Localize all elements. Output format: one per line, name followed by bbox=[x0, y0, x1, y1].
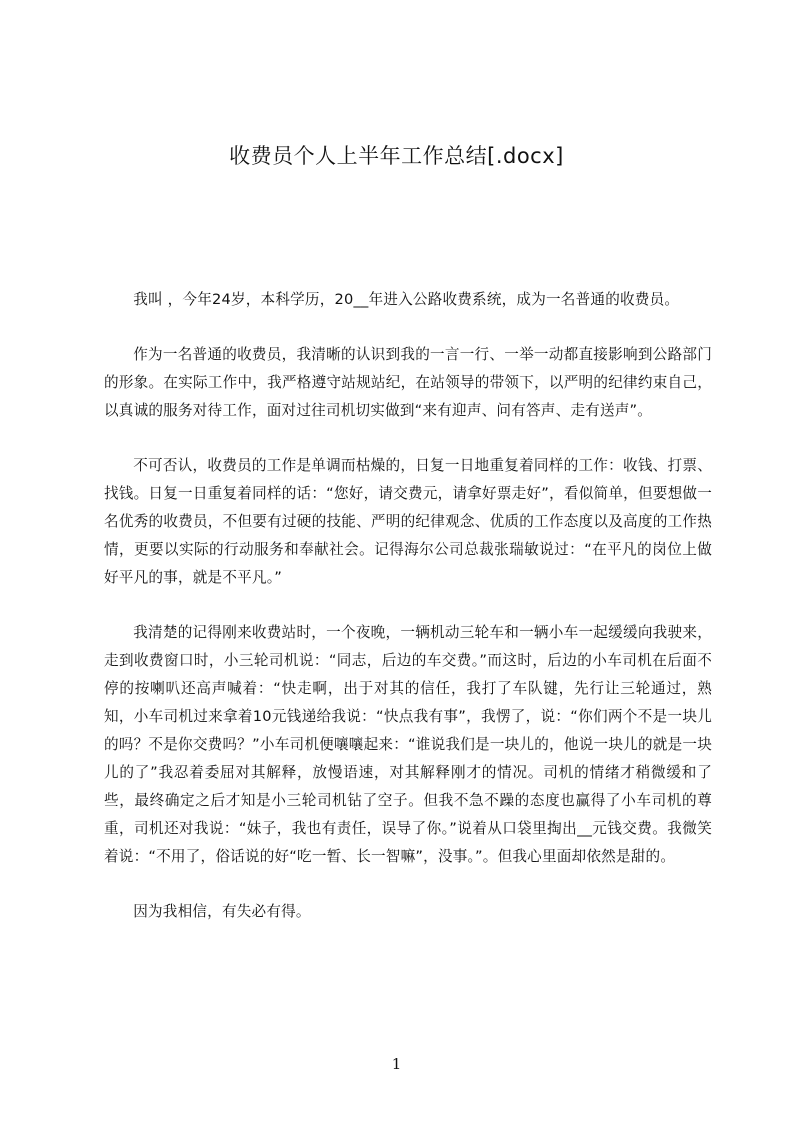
paragraph-work-routine: 不可否认，收费员的工作是单调而枯燥的，日复一日地重复着同样的工作：收钱、打票、找钱。日复一日重复着同样的话：“您好，请交费元，请拿好票走好”，看似简单，但要想做一名优秀的收费员，不但要有过硬的技能、严明的纪律观念、优质的工作态度以及高度的工作热情，更要以实际的行动服务和奉献社会。记得海尔公司总裁张瑞敏说过：“在平凡的岗位上做好平凡的事，就是不平凡。” bbox=[104, 457, 712, 586]
page-number: 1 bbox=[391, 1055, 402, 1073]
paragraph-service-attitude: 作为一名普通的收费员，我清晰的认识到我的一言一行、一举一动都直接影响到公路部门的形象。在实际工作中，我严格遵守站规站纪，在站领导的带领下，以严明的纪律约束自己，以真诚的服务对待工作，面对过往司机切实做到“来有迎声、问有答声、走有送声”。 bbox=[104, 346, 712, 419]
paragraph-introduction: 我叫 ，今年24岁，本科学历，20__年进入公路收费系统，成为一名普通的收费员。 bbox=[133, 291, 680, 308]
document-body bbox=[104, 286, 712, 926]
document-title: 收费员个人上半年工作总结[.docx] bbox=[229, 144, 564, 168]
paragraph-conclusion: 因为我相信，有失必有得。 bbox=[133, 903, 311, 920]
paragraph-night-incident: 我清楚的记得刚来收费站时，一个夜晚，一辆机动三轮车和一辆小车一起缓缓向我驶来，走到收费窗口时，小三轮司机说：“同志，后边的车交费。”而这时，后边的小车司机在后面不停的按喇叭还高声喊着：“快走啊，出于对其的信任，我打了车队键，先行让三轮通过，熟知，小车司机过来拿着10元钱递给我说：“快点我有事”，我愣了，说：“你们两个不是一块儿的吗？不是你交费吗？”小车司机便嚷嚷起来：“谁说我们是一块儿的，他说一块儿的就是一块儿的了”我忍着委屈对其解释，放慢语速，对其解释刚才的情况。司机的情绪才稍微缓和了些，最终确定之后才知是小三轮司机钻了空子。但我不急不躁的态度也赢得了小车司机的尊重，司机还对我说：“妹子，我也有责任，误导了你。”说着从口袋里掏出__元钱交费。我微笑着说：“不用了，俗话说的好“吃一暂、长一智嘛”，没事。”。但我心里面却依然是甜的。 bbox=[104, 624, 712, 865]
